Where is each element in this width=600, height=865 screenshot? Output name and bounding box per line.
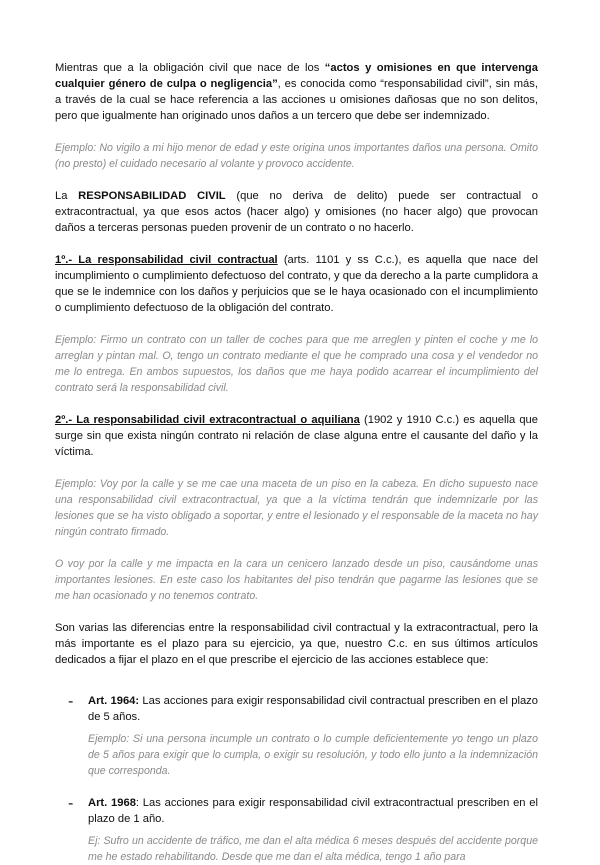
contractual-heading: 1º.- La responsabilidad civil contractual (55, 254, 278, 266)
bold-term: RESPONSABILIDAD CIVIL (78, 190, 226, 202)
article-label: Art. 1964: (88, 695, 140, 707)
extracontractual-paragraph (55, 412, 538, 460)
text: (que no deriva de delito) puede ser contractual o extracontractual, ya que esos actos (hacer algo) y omisiones (no hacer algo) que provocan daños a terceras personas pueden provenir de un contrato o no hacerlo. (55, 190, 538, 234)
intro-paragraph (55, 60, 538, 124)
example-4: O voy por la calle y me impacta en la cara un cenicero lanzado desde un piso, causándome unas importantes lesiones. En este caso los habitantes del piso tendrán que pagarme las lesiones que se me han ocasionado y no tenemos contrato. (55, 558, 538, 602)
list-item-text (88, 795, 538, 827)
example-art-1964: Ejemplo: Si una persona incumple un contrato o lo cumple deficientemente yo tengo un plazo de 5 años para exigir que lo cumpla, o exigir su resolución, y todo ello junto a la indemnización que corresponda. (88, 733, 538, 777)
list-item-art-1968 (55, 795, 538, 865)
civil-liability-paragraph (55, 188, 538, 236)
example-1: Ejemplo: No vigilo a mi hijo menor de edad y este origina unos importantes daños una persona. Omito (no presto) el cuidado necesario al volante y provoco accidente. (55, 142, 538, 170)
text: (arts. 1101 y ss C.c.), es aquella que nace del incumplimiento o cumplimiento defectuoso del contrato, y que da derecho a la parte cumplidora a que se le indemnice con los daños y perjuicios que se le haya ocasionado con el incumplimiento o cumplimiento defectuoso de la obligación del contrato. (55, 254, 538, 314)
bullet-dash: - (68, 693, 74, 710)
list-item-text (88, 693, 538, 725)
text: Las acciones para exigir responsabilidad civil contractual prescriben en el plazo de 5 años. (88, 695, 538, 723)
text: Mientras que a la obligación civil que nace de los (55, 62, 325, 74)
list-item-art-1964 (55, 693, 538, 779)
example-3: Ejemplo: Voy por la calle y se me cae una maceta de un piso en la cabeza. En dicho supuesto nace una responsabilidad civil extracontractual, ya que a la víctima tendrán que indemnizarle por las lesiones que se ha visto obligado a soportar, y entre el lesionado y el responsable de la maceta no hay ningún contrato firmado. (55, 478, 538, 538)
text: , es conocida como “responsabilidad civil”, sin más, a través de la cual se hace referencia a las acciones u omisiones dañosas que no son delitos, pero que igualmente han originado unos daños a un tercero que debe ser indemnizado. (55, 78, 538, 122)
text: (1902 y 1910 C.c.) es aquella que surge sin que exista ningún contrato ni relación de clase alguna entre el causante del daño y la víctima. (55, 414, 539, 458)
example-art-1968: Ej: Sufro un accidente de tráfico, me dan el alta médica 6 meses después del accidente porque me he estado rehabilitando. Desde que me dan el alta médica, tengo 1 año para (88, 835, 538, 863)
contractual-paragraph (55, 252, 538, 316)
extracontractual-heading: 2º.- La responsabilidad civil extracontractual o aquiliana (55, 414, 360, 426)
text: La (55, 190, 79, 202)
differences-paragraph: Son varias las diferencias entre la responsabilidad civil contractual y la extracontractual, pero la más importante es el plazo para su ejercicio, ya que, nuestro C.c. en sus últimos artículos dedicados a fijar el plazo en el que prescribe el ejercicio de las acciones establece que: (55, 622, 538, 666)
article-label: Art. 1968 (88, 797, 136, 809)
bold-quote: “actos y omisiones en que intervenga cualquier género de culpa o negligencia” (55, 62, 538, 90)
example-2: Ejemplo: Firmo un contrato con un taller de coches para que me arreglen y pinten el coche y me lo arreglan y pintan mal. O, tengo un contrato mediante el que he comprado una cosa y el vendedor no me lo entrega. En ambos supuestos, los daños que me haya podido acarrear el incumplimiento del contrato será la responsabilidad civil. (55, 334, 538, 394)
text: : Las acciones para exigir responsabilidad civil extracontractual prescriben en el plazo de 1 año. (88, 797, 538, 825)
bullet-dash: - (68, 795, 74, 812)
